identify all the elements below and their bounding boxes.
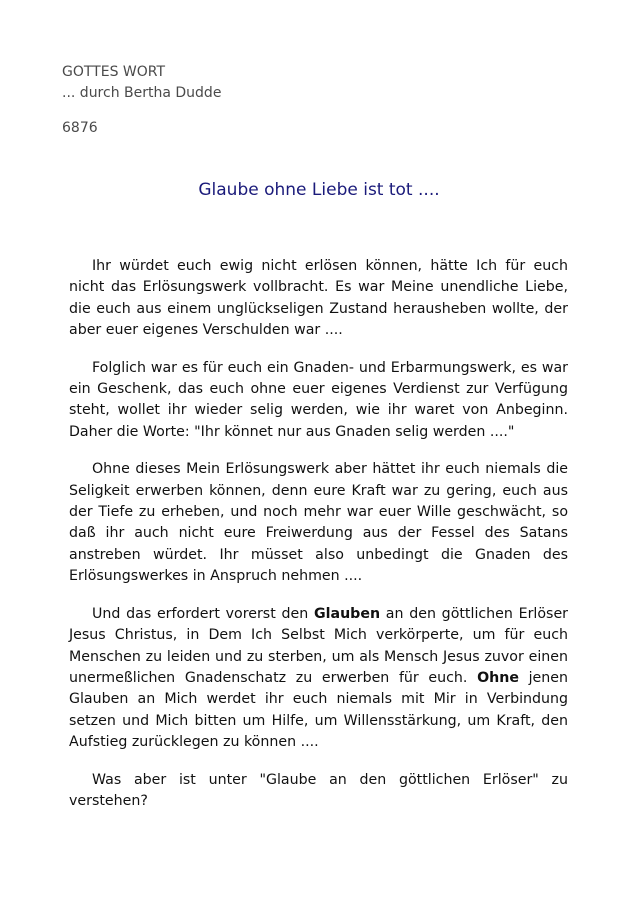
paragraph-4-text-3: jenen Glauben an Mich werdet ihr euch niemals mit Mir in Verbindung setzen und Mich bitten um Hilfe, um Willensstärkung, um Kraft, den Aufstieg zurücklegen zu können .... bbox=[69, 669, 568, 751]
document-number: 6876 bbox=[62, 120, 98, 136]
emphasis-glauben: Glauben bbox=[313, 605, 381, 622]
paragraph-3: Ohne dieses Mein Erlösungswerk aber hättet ihr euch niemals die Seligkeit erwerben können, denn eure Kraft war zu gering, euch aus der Tiefe zu erheben, und noch mehr war euer Wille geschwächt, so daß ihr auch nicht eure Freiwerdung aus der Fessel des Satans anstreben würdet. Ihr müsset also unbedingt die Gnaden des Erlösungswerkes in Anspruch nehmen .... bbox=[69, 461, 568, 585]
emphasis-ohne: Ohne bbox=[477, 669, 519, 686]
body-text bbox=[69, 256, 568, 828]
page-title: Glaube ohne Liebe ist tot .... bbox=[198, 180, 440, 200]
author-line: ... durch Bertha Dudde bbox=[62, 85, 222, 101]
paragraph-4-text-2: an den göttlichen Erlöser Jesus Christus, in Dem Ich Selbst Mich verkörperte, um für euch Menschen zu leiden und zu sterben, um als Mensch Jesus zuvor einen unermeßlichen Gnadenschatz zu erwerben für euch. bbox=[69, 605, 569, 686]
paragraph-1: Ihr würdet euch ewig nicht erlösen können, hätte Ich für euch nicht das Erlösungswerk vollbracht. Es war Meine unendliche Liebe, die euch aus einem unglückseligen Zustand herausheben wollte, der aber euer eigenes Verschulden war .... bbox=[69, 258, 568, 339]
paragraph-5: Was aber ist unter "Glaube an den göttlichen Erlöser" zu verstehen? bbox=[69, 771, 568, 809]
paragraph-2: Folglich war es für euch ein Gnaden- und Erbarmungswerk, es war ein Geschenk, das euch ohne euer eigenes Verdienst zur Verfügung steht, wollet ihr wieder selig werden, wie ihr waret von Anbeginn. Daher die Worte: "Ihr könnet nur aus Gnaden selig werden ...." bbox=[69, 359, 568, 440]
paragraph-4 bbox=[69, 604, 568, 754]
paragraph-4-text-1: Und das erfordert vorerst den bbox=[92, 605, 314, 622]
source-heading: GOTTES WORT bbox=[62, 64, 166, 80]
